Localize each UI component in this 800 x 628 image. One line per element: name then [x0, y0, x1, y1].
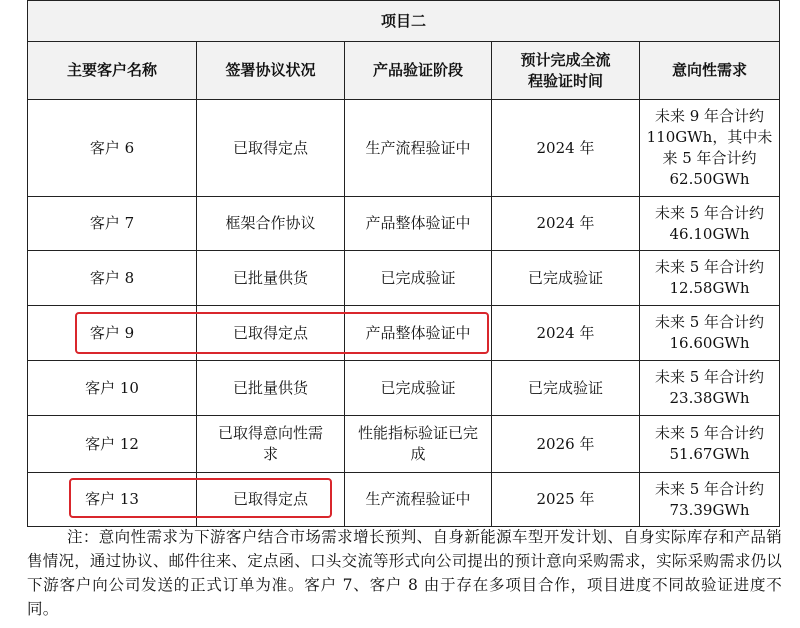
cell-stage: 生产流程验证中 — [345, 100, 492, 197]
cell-agreement: 已批量供货 — [197, 251, 345, 306]
cell-time: 2024 年 — [492, 197, 640, 251]
header-customer: 主要客户名称 — [28, 42, 197, 100]
cell-customer: 客户 7 — [28, 197, 197, 251]
table-row — [28, 251, 780, 306]
cell-time: 2025 年 — [492, 473, 640, 527]
cell-stage: 生产流程验证中 — [345, 473, 492, 527]
header-stage: 产品验证阶段 — [345, 42, 492, 100]
cell-agreement: 已取得意向性需求 — [197, 416, 345, 473]
cell-agreement: 框架合作协议 — [197, 197, 345, 251]
cell-time: 已完成验证 — [492, 251, 640, 306]
cell-demand: 未来 5 年合计约 46.10GWh — [640, 197, 780, 251]
cell-agreement: 已批量供货 — [197, 361, 345, 416]
cell-stage: 已完成验证 — [345, 361, 492, 416]
cell-customer: 客户 9 — [28, 306, 197, 361]
table-row — [28, 361, 780, 416]
cell-time: 2024 年 — [492, 100, 640, 197]
cell-demand: 未来 5 年合计约 51.67GWh — [640, 416, 780, 473]
cell-stage: 产品整体验证中 — [345, 306, 492, 361]
cell-demand: 未来 5 年合计约 16.60GWh — [640, 306, 780, 361]
table-row — [28, 416, 780, 473]
cell-customer: 客户 13 — [28, 473, 197, 527]
header-demand: 意向性需求 — [640, 42, 780, 100]
customer-table — [27, 0, 780, 527]
table-row — [28, 473, 780, 527]
cell-demand: 未来 5 年合计约 73.39GWh — [640, 473, 780, 527]
header-time: 预计完成全流程验证时间 — [492, 42, 640, 100]
cell-time: 2026 年 — [492, 416, 640, 473]
table-title: 项目二 — [28, 1, 780, 42]
cell-stage: 产品整体验证中 — [345, 197, 492, 251]
cell-demand: 未来 5 年合计约 12.58GWh — [640, 251, 780, 306]
cell-demand: 未来 9 年合计约 110GWh，其中未来 5 年合计约 62.50GWh — [640, 100, 780, 197]
cell-agreement: 已取得定点 — [197, 306, 345, 361]
cell-stage: 已完成验证 — [345, 251, 492, 306]
cell-time: 已完成验证 — [492, 361, 640, 416]
cell-customer: 客户 8 — [28, 251, 197, 306]
cell-stage: 性能指标验证已完成 — [345, 416, 492, 473]
table-row — [28, 197, 780, 251]
cell-customer: 客户 6 — [28, 100, 197, 197]
header-agreement: 签署协议状况 — [197, 42, 345, 100]
table-title-row — [28, 1, 780, 42]
cell-time: 2024 年 — [492, 306, 640, 361]
cell-agreement: 已取得定点 — [197, 100, 345, 197]
cell-customer: 客户 12 — [28, 416, 197, 473]
footnote: 注：意向性需求为下游客户结合市场需求增长预判、自身新能源车型开发计划、自身实际库存和产品销售情况，通过协议、邮件往来、定点函、口头交流等形式向公司提出的预计意向采购需求，实际采购需求仍以下游客户向公司发送的正式订单为准。客户 7、客户 8 由于存在多项目合作，项目进度不同故验证进度不同。 — [27, 528, 782, 618]
cell-agreement: 已取得定点 — [197, 473, 345, 527]
cell-customer: 客户 10 — [28, 361, 197, 416]
cell-demand: 未来 5 年合计约 23.38GWh — [640, 361, 780, 416]
table-row — [28, 100, 780, 197]
table-header-row — [28, 42, 780, 100]
table-row — [28, 306, 780, 361]
